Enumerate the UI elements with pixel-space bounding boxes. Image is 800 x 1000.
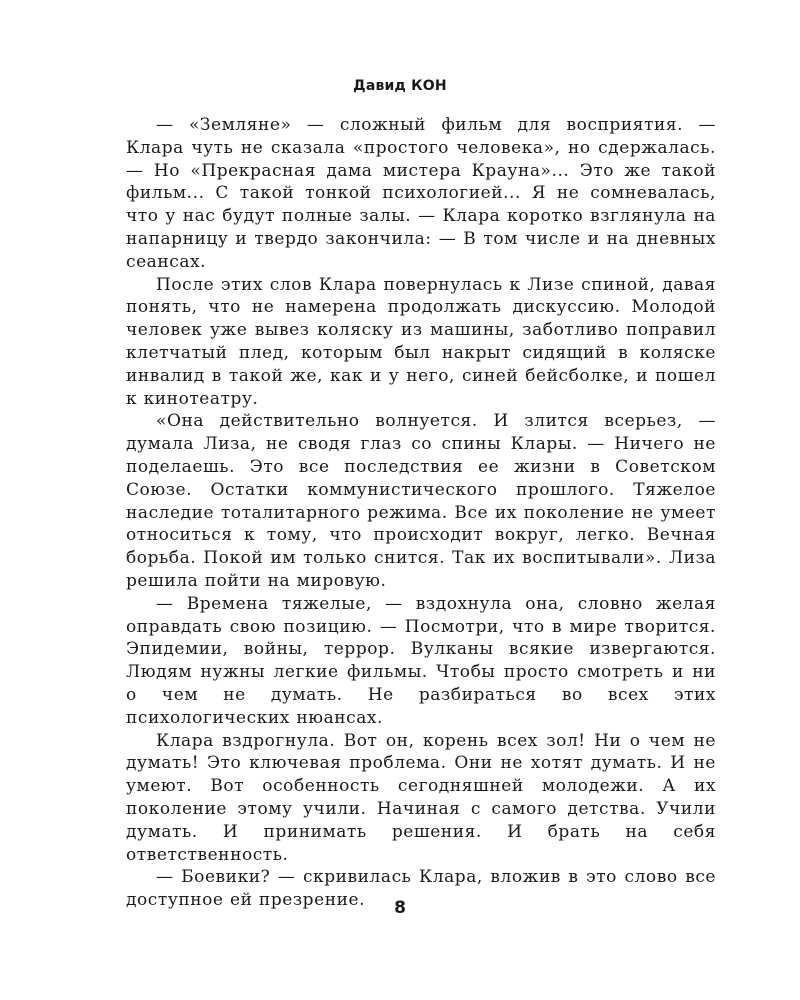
paragraph: — Времена тяжелые, — вздохнула она, словно желая оправдать свою позицию. — Посмотри, что в мире творится. Эпидемии, войны, террор. Вулканы всякие извергаются. Людям нужны легкие фильмы. Чтобы просто смотреть и ни о чем не думать. Не разбираться во всех этих психологических нюансах. xyxy=(126,593,716,728)
paragraph: — Боевики? — скривилась Клара, вложив в это слово все доступное ей презрение. xyxy=(126,867,716,911)
paragraph: — «Земляне» — сложный фильм для восприятия. — Клара чуть не сказала «простого человека», но сдержалась. — Но «Прекрасная дама мистера Крауна»... Это же такой фильм... С такой тонкой психологией... Я не сомневалась, что у нас будут полные залы. — Клара коротко взглянула на напарницу и твердо закончила: — В том числе и на дневных сеансах. xyxy=(126,115,716,272)
running-head-author: Давид КОН xyxy=(353,78,447,94)
paragraph: «Она действительно волнуется. И злится всерьез, — думала Лиза, не сводя глаз со спины Клары. — Ничего не поделаешь. Это все последствия ее жизни в Советском Союзе. Остатки коммунистического прошлого. Тяжелое наследие тоталитарного режима. Все их поколение не умеет относиться к тому, что происходит вокруг, легко. Вечная борьба. Покой им только снится. Так их воспитывали». Лиза решила пойти на мировую. xyxy=(126,411,716,591)
body-text xyxy=(126,114,716,912)
paragraph: Клара вздрогнула. Вот он, корень всех зол! Ни о чем не думать! Это ключевая проблема. Они не хотят думать. И не умеют. Вот особенность сегодняшней молодежи. А их поколение этому учили. Начиная с самого детства. Учили думать. И принимать решения. И брать на себя ответственность. xyxy=(126,730,716,865)
page-number: 8 xyxy=(394,898,406,918)
paragraph: После этих слов Клара повернулась к Лизе спиной, давая понять, что не намерена продолжать дискуссию. Молодой человек уже вывез коляску из машины, заботливо поправил клетчатый плед, которым был накрыт сидящий в коляске инвалид в такой же, как и у него, синей бейсболке, и пошел к кинотеатру. xyxy=(126,274,716,409)
